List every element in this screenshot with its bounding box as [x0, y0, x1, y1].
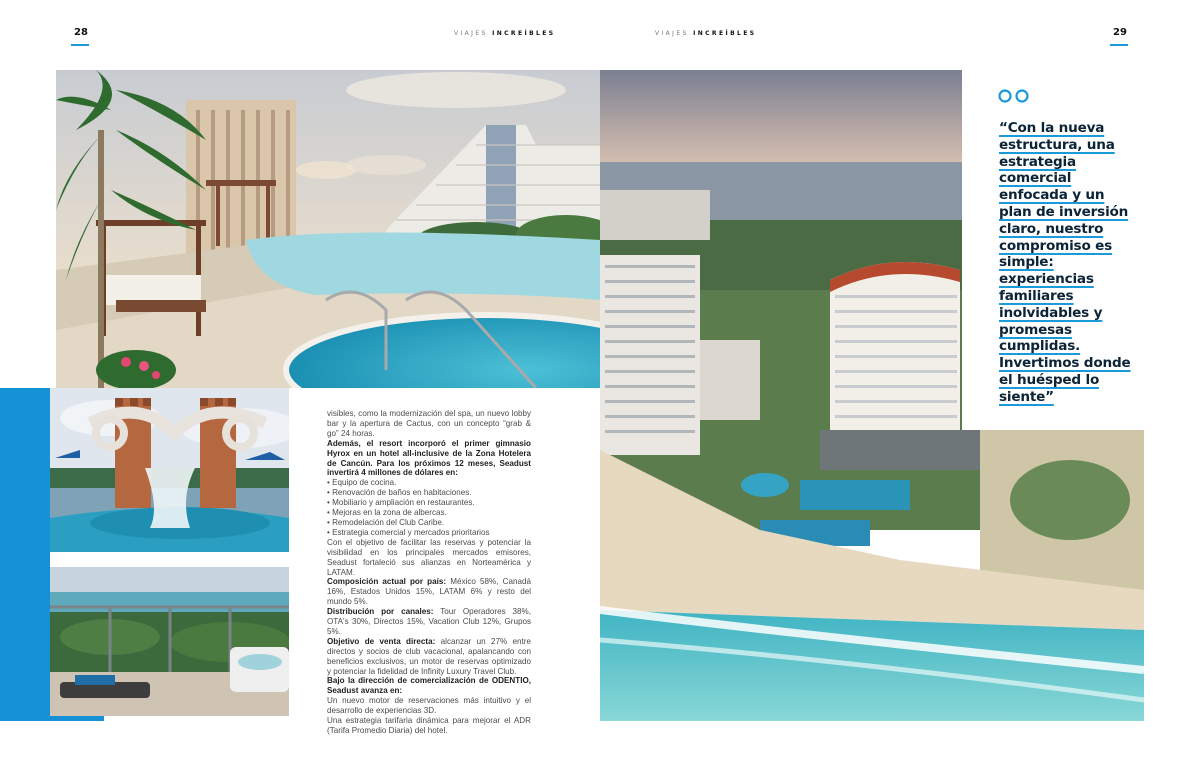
- article-paragraph: [327, 607, 531, 637]
- bullet-item: • Mejoras en la zona de albercas.: [327, 508, 447, 518]
- blue-accent-strip: [0, 716, 104, 721]
- blue-accent-block: [0, 388, 50, 721]
- page-number-left: 28: [74, 27, 88, 38]
- paragraph-label: Distribución por canales:: [327, 607, 434, 617]
- water-park-photo: [50, 388, 289, 552]
- article-paragraph-bold: Bajo la dirección de comercialización de ODENTIO, Seadust avanza en:: [327, 676, 531, 696]
- double-circle-quote-icon: [997, 88, 1033, 104]
- page-number-underline: [1110, 44, 1128, 46]
- article-paragraph: Con el objetivo de facilitar las reservas y potenciar la visibilidad en los principales mercados emisores, Seadust fortaleció sus alianzas en Norteamérica y LATAM.: [327, 537, 531, 577]
- bullet-item: • Renovación de baños en habitaciones.: [327, 488, 472, 498]
- paragraph-text: México 58%, Canadá 16%, Estados Unidos 15%, LATAM 6% y resto del mundo 5%.: [327, 577, 531, 607]
- paragraph-label: Composición actual por país:: [327, 577, 447, 587]
- article-body: [327, 409, 531, 736]
- article-paragraph: [327, 577, 531, 607]
- balcony-view-photo: [50, 567, 289, 716]
- page-number-right: 29: [1113, 27, 1127, 38]
- paragraph-label: Objetivo de venta directa:: [327, 636, 436, 646]
- article-paragraph: [327, 637, 531, 677]
- article-paragraph-bold: Además, el resort incorporó el primer gimnasio Hyrox en un hotel all-inclusive de la Zona Hotelera de Cancún. Para los próximos 12 meses, Seadust invertirá 4 millones de dólares en:: [327, 438, 531, 478]
- running-head-right: VIAJES INCREÍBLES: [655, 30, 757, 37]
- bullet-item: • Mobiliario y ampliación en restaurantes.: [327, 498, 475, 508]
- paragraph-text: alcanzar un 27% entre directos y socios de club vacacional, apalancando con beneficios exclusivos, un motor de reservas optimizado y potenciar la fidelidad de Infinity Luxury Travel Club.: [327, 636, 531, 676]
- article-paragraph: visibles, como la modernización del spa, un nuevo lobby bar y la apertura de Cactus, con un concepto “grab & go” 24 horas.: [327, 409, 531, 438]
- bullet-item: • Equipo de cocina.: [327, 478, 397, 488]
- running-head-left: VIAJES INCREÍBLES: [454, 30, 556, 37]
- article-paragraph: Un nuevo motor de reservaciones más intuitivo y el desarrollo de experiencias 3D.: [327, 696, 531, 716]
- page-number-underline: [71, 44, 89, 46]
- paragraph-text: Tour Operadores 38%, OTA's 30%, Directos 15%, Vacation Club 12%, Grupos 5%.: [327, 607, 531, 636]
- pull-quote: [999, 120, 1139, 406]
- bullet-item: • Remodelación del Club Caribe.: [327, 517, 445, 527]
- rooftop-pool-photo: [56, 70, 600, 388]
- bullet-item: • Estrategia comercial y mercados prioritarios: [327, 527, 490, 537]
- pull-quote-text: “Con la nueva estructura, una estrategia comercial enfocada y un plan de inversión claro, nuestro compromiso es simple: experiencias familiares inolvidables y promesas cumplidas. Invertimos donde el huésped lo siente”: [999, 120, 1131, 405]
- article-paragraph: Una estrategia tarifaria dinámica para mejorar el ADR (Tarifa Promedio Diaria) del hotel.: [327, 716, 531, 735]
